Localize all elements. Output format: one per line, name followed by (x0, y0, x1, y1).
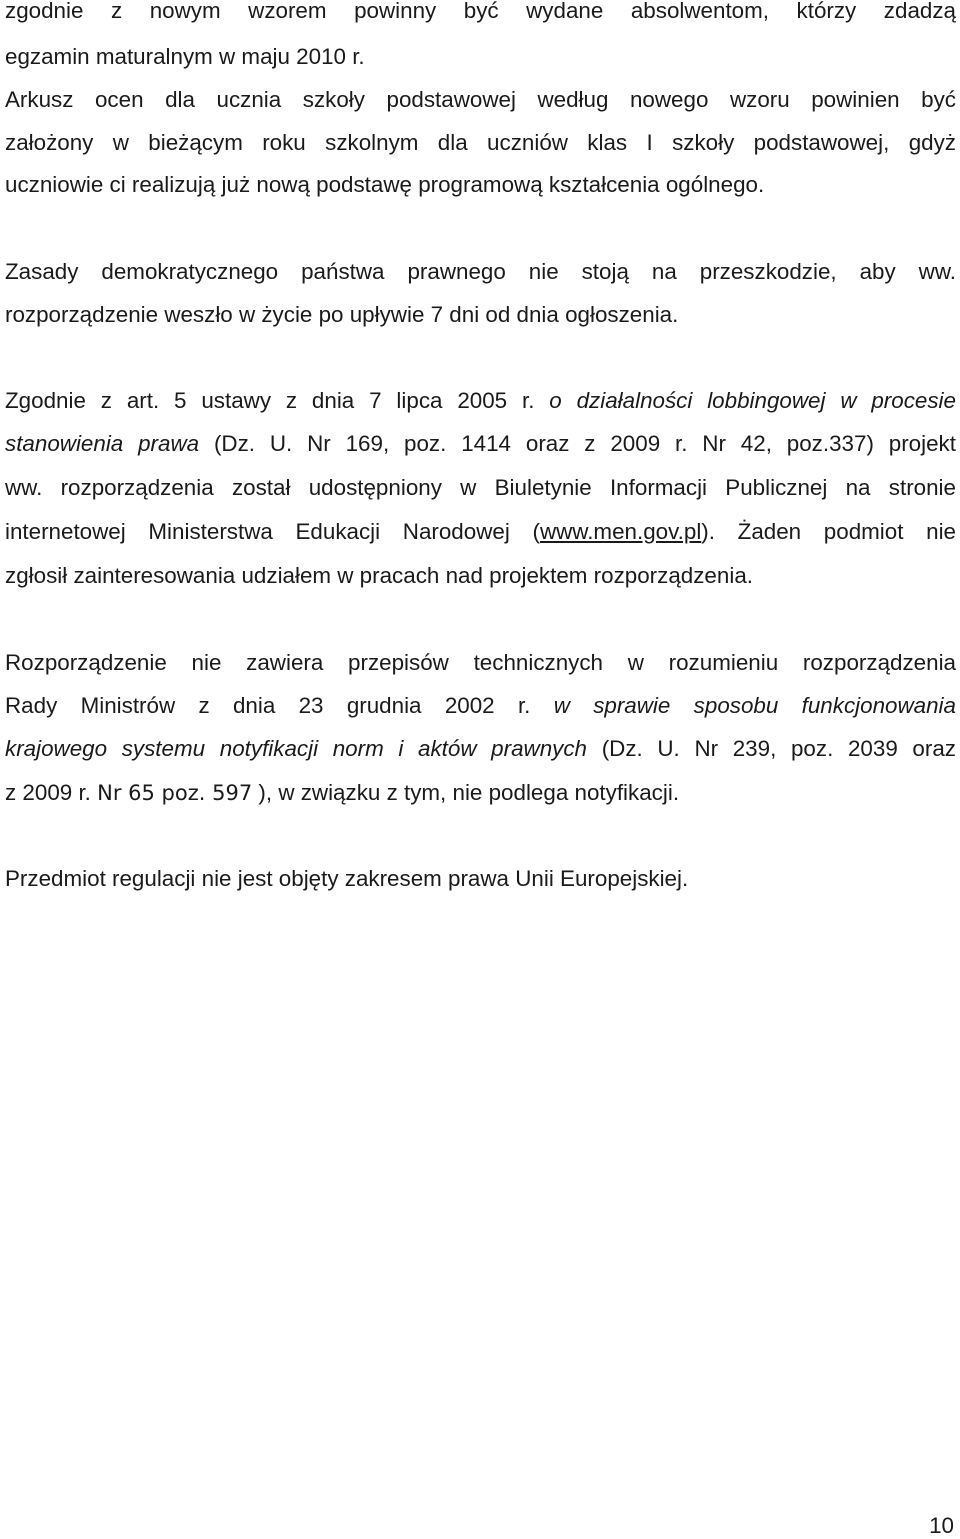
paragraph-4-line-2-text: (Dz. U. Nr 169, poz. 1414 oraz z 2009 r. Nr 42, poz.337) projekt (213, 431, 956, 456)
paragraph-4-line-5: zgłosił zainteresowania udziałem w pracach nad projektem rozporządzenia. (5, 563, 753, 588)
paragraph-5-line-1: Rozporządzenie nie zawiera przepisów technicznych w rozumieniu rozporządzenia (5, 650, 956, 675)
paragraph-5-line-4 (5, 778, 956, 808)
paragraph-5-line-2 (5, 691, 956, 721)
regulation-title-italic-cont: krajowego systemu notyfikacji norm i aktów prawnych (5, 736, 588, 761)
paragraph-4-line-4-text: internetowej Ministerstwa Edukacji Narodowej ( (5, 519, 540, 544)
paragraph-4-line-3: ww. rozporządzenia został udostępniony w Biuletynie Informacji Publicznej na stronie (5, 475, 956, 500)
paragraph-4-line-2 (5, 429, 956, 459)
paragraph-4-line-4-text-end: ). Żaden podmiot nie (701, 519, 956, 544)
paragraph-5-line-3-text: (Dz. U. Nr 239, poz. 2039 oraz (601, 736, 956, 761)
law-title-italic: o działalności lobbingowej w procesie (549, 388, 956, 413)
paragraph-6-line-1: Przedmiot regulacji nie jest objęty zakresem prawa Unii Europejskiej. (5, 866, 689, 891)
ministry-website-link[interactable]: www.men.gov.pl (539, 519, 702, 544)
paragraph-4-line-4 (5, 517, 956, 547)
paragraph-3-line-1: Zasady demokratycznego państwa prawnego nie stoją na przeszkodzie, aby ww. (5, 259, 956, 284)
regulation-title-italic: w sprawie sposobu funkcjonowania (553, 693, 956, 718)
paragraph-4-line-1-text: Zgodnie z art. 5 ustawy z dnia 7 lipca 2005 r. (5, 388, 535, 413)
paragraph-1-line-1: zgodnie z nowym wzorem powinny być wydane absolwentom, którzy zdadzą (5, 0, 956, 23)
paragraph-5-line-2-text: Rady Ministrów z dnia 23 grudnia 2002 r. (5, 693, 531, 718)
paragraph-2-line-2: założony w bieżącym roku szkolnym dla uczniów klas I szkoły podstawowej, gdyż (5, 130, 956, 155)
paragraph-5-line-4-text: z 2009 r. (5, 780, 91, 805)
paragraph-2-line-1: Arkusz ocen dla ucznia szkoły podstawowej według nowego wzoru powinien być (5, 87, 956, 112)
paragraph-2-line-3: uczniowie ci realizują już nową podstawę programową kształcenia ogólnego. (5, 172, 765, 197)
paragraph-1-line-2: egzamin maturalnym w maju 2010 r. (5, 44, 365, 69)
page-number: 10 (929, 1513, 954, 1538)
law-title-italic-cont: stanowienia prawa (5, 431, 200, 456)
paragraph-5-line-4-text-end: ), w związku z tym, nie podlega notyfikacji. (258, 780, 680, 805)
journal-reference: Nr 65 poz. 597 (97, 781, 253, 805)
paragraph-5-line-3 (5, 734, 956, 764)
paragraph-4-line-1 (5, 386, 956, 416)
paragraph-3-line-2: rozporządzenie weszło w życie po upływie 7 dni od dnia ogłoszenia. (5, 302, 679, 327)
